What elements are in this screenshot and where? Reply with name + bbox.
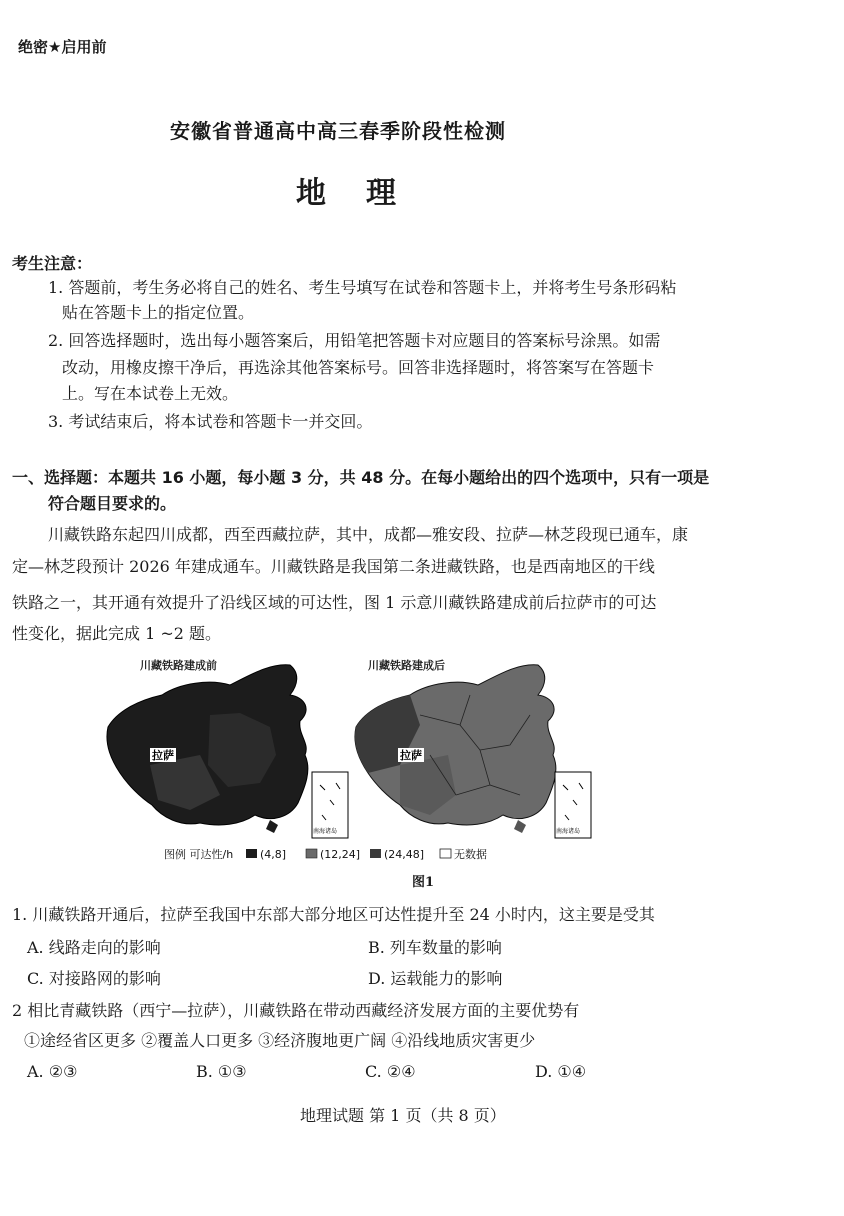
figure-caption: 图1 bbox=[412, 875, 435, 890]
question-2-option-a: A. ②③ bbox=[27, 1062, 78, 1081]
map-before-inset-label: 南海诸岛 bbox=[313, 828, 338, 835]
passage-line-4: 性变化，据此完成 1 ~2 题。 bbox=[12, 624, 222, 643]
exam-title: 安徽省普通高中高三春季阶段性检测 bbox=[170, 119, 506, 143]
question-1-stem: 1. 川藏铁路开通后，拉萨至我国中东部大部分地区可达性提升至 24 小时内，这主要是受其 bbox=[12, 905, 655, 924]
question-1-option-d: D. 运载能力的影响 bbox=[368, 969, 503, 988]
notice-item-2-line-3: 上。写在本试卷上无效。 bbox=[62, 384, 239, 403]
map-before bbox=[107, 658, 348, 838]
map-legend bbox=[164, 847, 487, 861]
legend-title: 图例 可达性/h bbox=[164, 848, 234, 861]
notice-heading: 考生注意： bbox=[12, 254, 93, 273]
question-2-stem: 2 相比青藏铁路（西宁—拉萨），川藏铁路在带动西藏经济发展方面的主要优势有 bbox=[12, 1001, 580, 1020]
legend-item-4: 无数据 bbox=[454, 848, 487, 861]
passage-line-3: 铁路之一，其开通有效提升了沿线区域的可达性，图 1 示意川藏铁路建成前后拉萨市的可达 bbox=[12, 593, 657, 612]
question-1-option-a: A. 线路走向的影响 bbox=[27, 938, 161, 957]
legend-swatch-4 bbox=[440, 849, 451, 858]
question-2-option-b: B. ①③ bbox=[196, 1062, 247, 1081]
question-2-option-d: D. ①④ bbox=[535, 1062, 587, 1081]
legend-swatch-3 bbox=[370, 849, 381, 858]
map-before-city-label: 拉萨 bbox=[152, 749, 174, 762]
legend-swatch-1 bbox=[246, 849, 257, 858]
notice-item-2-line-1: 2. 回答选择题时，选出每小题答案后，用铅笔把答题卡对应题目的答案标号涂黑。如需 bbox=[48, 331, 661, 350]
page-footer: 地理试题 第 1 页（共 8 页） bbox=[300, 1106, 506, 1125]
question-1-option-c: C. 对接路网的影响 bbox=[27, 969, 161, 988]
notice-item-1-line-2: 贴在答题卡上的指定位置。 bbox=[62, 303, 255, 322]
map-after-city-label: 拉萨 bbox=[400, 749, 422, 762]
accessibility-maps-figure bbox=[100, 655, 720, 870]
map-after-title: 川藏铁路建成后 bbox=[368, 659, 445, 672]
notice-item-3-line-1: 3. 考试结束后，将本试卷和答题卡一并交回。 bbox=[48, 412, 373, 431]
map-before-title: 川藏铁路建成前 bbox=[140, 659, 217, 672]
section-heading-line-1: 一、选择题：本题共 16 小题，每小题 3 分，共 48 分。在每小题给出的四个选项中，只有一项是 bbox=[12, 468, 710, 487]
question-2-option-c: C. ②④ bbox=[365, 1062, 416, 1081]
legend-item-3: (24,48] bbox=[384, 848, 425, 861]
passage-line-2: 定—林芝段预计 2026 年建成通车。川藏铁路是我国第二条进藏铁路，也是西南地区的干线 bbox=[12, 557, 655, 576]
legend-item-2: (12,24] bbox=[320, 848, 361, 861]
question-1-option-b: B. 列车数量的影响 bbox=[368, 938, 502, 957]
notice-item-2-line-2: 改动，用橡皮擦干净后，再选涂其他答案标号。回答非选择题时，将答案写在答题卡 bbox=[62, 358, 655, 377]
passage-line-1: 川藏铁路东起四川成都，西至西藏拉萨，其中，成都—雅安段、拉萨—林芝段现已通车，康 bbox=[48, 525, 689, 544]
legend-swatch-2 bbox=[306, 849, 317, 858]
confidential-mark: 绝密★启用前 bbox=[18, 38, 107, 56]
section-heading-line-2: 符合题目要求的。 bbox=[48, 494, 177, 513]
subject-title: 地理 bbox=[296, 176, 436, 211]
legend-item-1: (4,8] bbox=[260, 848, 287, 861]
question-2-sub-items: ①途经省区更多 ②覆盖人口更多 ③经济腹地更广阔 ④沿线地质灾害更少 bbox=[24, 1031, 536, 1050]
notice-item-1-line-1: 1. 答题前，考生务必将自己的姓名、考生号填写在试卷和答题卡上，并将考生号条形码粘 bbox=[48, 278, 677, 297]
map-after-inset-label: 南海诸岛 bbox=[556, 828, 581, 835]
map-after bbox=[355, 658, 591, 838]
